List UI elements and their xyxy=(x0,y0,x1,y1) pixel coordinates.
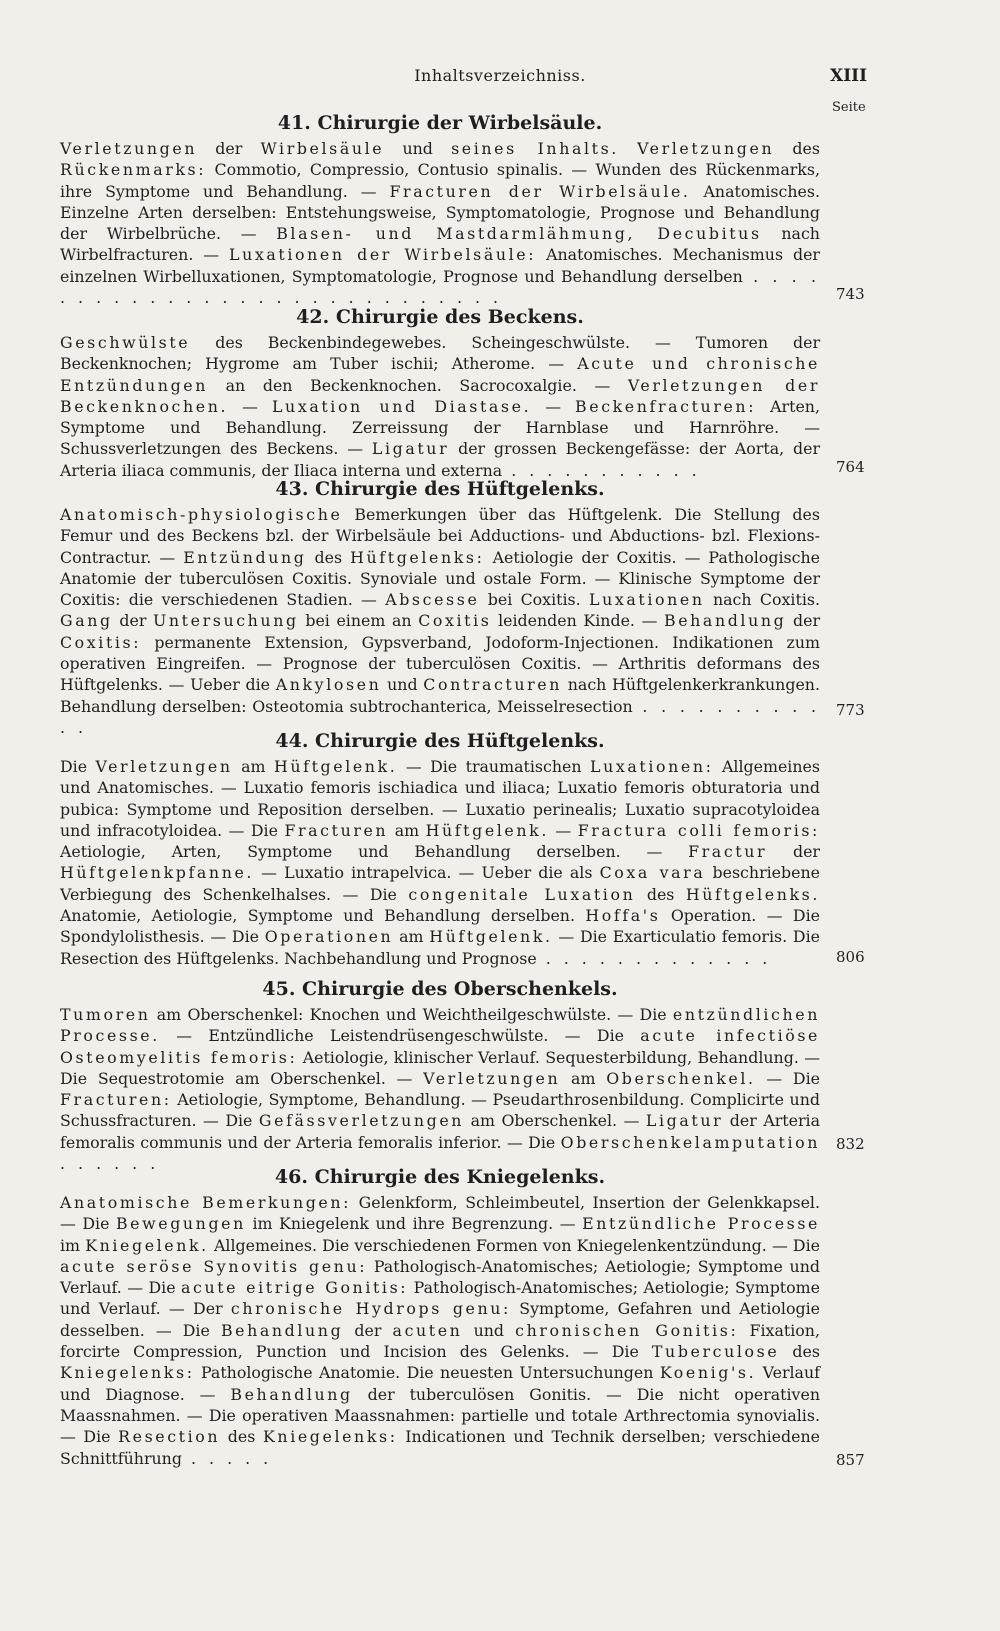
spaced-emphasis-text: Oberschenkel. xyxy=(606,1068,756,1088)
section-title: 41. Chirurgie der Wirbelsäule. xyxy=(277,112,603,134)
spaced-emphasis-text: Hüftgelenkpfanne. xyxy=(60,863,255,883)
entry-text: — Luxatio intrapelvica. — Ueber die als xyxy=(254,863,600,883)
section-body xyxy=(60,1004,820,1174)
entry-text: am xyxy=(232,757,274,776)
entry-text: und xyxy=(384,139,452,158)
spaced-emphasis-text: chronische Hydrops genu: xyxy=(230,1299,511,1319)
spaced-emphasis-text: Blasen- und Mastdarmlähmung, Decubitus xyxy=(276,224,762,244)
spaced-emphasis-text: acute eitrige Gonitis: xyxy=(181,1278,409,1298)
entry-text: Fixation, forcirte Compression, Punction und Incision des Gelenks. — Die xyxy=(60,1320,820,1362)
spaced-emphasis-text: Behandlung xyxy=(664,611,787,631)
entry-text: Aetiologie, Symptome, Behandlung. — Pseudarthrosenbildung. Complicirte und Schussfracturen. — Die xyxy=(60,1090,820,1131)
entry-text: Pathologisch-Anatomisches; Aetiologie; Symptome und Verlauf. — Der xyxy=(60,1278,820,1319)
spaced-emphasis-text: Verletzungen xyxy=(60,139,198,158)
spaced-emphasis-text: Wirbelsäule xyxy=(260,139,385,158)
spaced-emphasis-text: Luxation und Diastase. xyxy=(271,396,532,416)
entry-text: des xyxy=(774,139,820,158)
spaced-emphasis-text: Fracturen der Wirbelsäule. xyxy=(389,181,691,201)
entry-text: — Entzündliche Leistendrüsengeschwülste. — Die xyxy=(159,1026,641,1046)
entry-text: bei Coxitis. xyxy=(479,590,590,610)
spaced-emphasis-text: Fracturen xyxy=(284,820,389,840)
entry-text: des xyxy=(306,547,351,567)
section-body xyxy=(60,756,820,969)
spaced-emphasis-text: Anatomisch-physiologische xyxy=(60,505,343,524)
page-folio: XIII xyxy=(830,66,868,86)
toc-section-45 xyxy=(60,978,820,1174)
section-body xyxy=(60,1192,820,1469)
spaced-emphasis-text: Kniegelenks: xyxy=(60,1363,195,1383)
entry-text: leidenden Kinde. — xyxy=(491,611,664,631)
spaced-emphasis-text: Geschwülste xyxy=(60,333,191,352)
entry-text: Pathologische Anatomie. Die neuesten Untersuchungen xyxy=(194,1363,660,1383)
dot-leader: . . . . . . . . . . . . . xyxy=(536,948,772,968)
entry-text: am xyxy=(388,820,426,840)
spaced-emphasis-text: Luxationen der Wirbelsäule: xyxy=(229,245,537,265)
entry-text: beschriebene Verbiegung des Schenkelhalses. — Die xyxy=(60,863,821,904)
spaced-emphasis-text: Koenig's. xyxy=(659,1363,757,1383)
entry-text: am xyxy=(560,1068,607,1088)
entry-text: der xyxy=(112,611,153,631)
spaced-emphasis-text: Fractura colli femoris: xyxy=(577,820,820,840)
section-body xyxy=(60,138,820,308)
section-body xyxy=(60,332,820,481)
spaced-emphasis-text: Entzündliche Processe xyxy=(582,1214,821,1234)
entry-text: bei einem an xyxy=(298,611,419,631)
page-number-41: 743 xyxy=(836,285,865,303)
entry-text: Die xyxy=(60,757,96,776)
entry-text: Pathologisch-Anatomisches; Aetiologie; Symptome und Verlauf. — Die xyxy=(60,1256,820,1298)
entry-text: der tuberculösen Gonitis. — Die nicht operativen Maassnahmen. — Die operativen Maassnahmen: partielle und totale Arthrectomia synovialis. — Die xyxy=(60,1384,820,1447)
spaced-emphasis-text: chronischen Gonitis: xyxy=(515,1320,739,1340)
running-title: Inhaltsverzeichniss. xyxy=(414,66,586,85)
section-title: 46. Chirurgie des Kniegelenks. xyxy=(274,1166,606,1188)
toc-section-46 xyxy=(60,1166,820,1469)
page-number-42: 764 xyxy=(836,458,865,476)
spaced-emphasis-text: Hoffa's xyxy=(585,906,661,926)
entry-text: Symptome, Gefahren und Aetiologie desselben. — Die xyxy=(60,1299,820,1340)
toc-section-43 xyxy=(60,478,820,738)
spaced-emphasis-text: Verletzungen xyxy=(637,139,775,158)
section-title: 44. Chirurgie des Hüftgelenks. xyxy=(275,730,605,752)
dot-leader: . . . . . . xyxy=(60,1154,160,1174)
entry-text: nach Coxitis. xyxy=(704,590,820,610)
spaced-emphasis-text: Hüftgelenk. xyxy=(429,927,553,947)
spaced-emphasis-text: Entzündung xyxy=(183,547,307,567)
toc-section-41 xyxy=(60,112,820,308)
entry-text: — Die Exarticulatio femoris. Die Resection des Hüftgelenks. Nachbehandlung und Prognose xyxy=(60,927,820,968)
entry-text: im Kniegelenk und ihre Begrenzung. — xyxy=(245,1214,583,1234)
spaced-emphasis-text: Kniegelenks: xyxy=(263,1427,398,1447)
spaced-emphasis-text: Contracturen xyxy=(423,675,563,695)
entry-text: Arten, Symptome und Behandlung. Zerreissung der Harnblase und Harnröhre. — Schussverletzungen des Beckens. — xyxy=(60,396,820,459)
spaced-emphasis-text: Hüftgelenks: xyxy=(350,547,485,567)
entry-text: des xyxy=(779,1342,820,1362)
spaced-emphasis-text: congenitale Luxation xyxy=(408,884,636,904)
spaced-emphasis-text: Coxitis: xyxy=(60,632,142,652)
spaced-emphasis-text: Operationen xyxy=(264,927,394,947)
spaced-emphasis-text: Ankylosen xyxy=(275,675,382,695)
toc-section-44 xyxy=(60,730,820,969)
entry-text: — Die xyxy=(755,1068,820,1088)
spaced-emphasis-text: Fracturen: xyxy=(60,1090,172,1110)
dot-leader: . . . . . . . . . . . xyxy=(502,460,701,480)
running-head xyxy=(0,66,1000,88)
entry-text: der xyxy=(767,842,820,862)
spaced-emphasis-text: Verletzungen xyxy=(95,757,233,776)
entry-text: — Die traumatischen xyxy=(397,757,591,776)
spaced-emphasis-text: Verletzungen xyxy=(423,1068,561,1088)
entry-text: im xyxy=(60,1235,86,1255)
entry-text: am Oberschenkel. — xyxy=(464,1111,646,1131)
spaced-emphasis-text: Beckenfracturen: xyxy=(575,396,757,416)
entry-text: Operation. — Die Spondylolisthesis. — Die xyxy=(60,906,820,947)
dot-leader: . . . . . . . . . . . . . . . . . . . . . . . . . . . . . xyxy=(60,266,820,308)
spaced-emphasis-text: Anatomische Bemerkungen: xyxy=(60,1193,352,1212)
section-title: 45. Chirurgie des Oberschenkels. xyxy=(262,978,618,1000)
entry-text: Anatomie, Aetiologie, Symptome und Behandlung derselben. xyxy=(60,906,586,926)
spaced-emphasis-text: Hüftgelenk. xyxy=(273,757,398,776)
spaced-emphasis-text: Untersuchung xyxy=(153,611,299,631)
spaced-emphasis-text: Kniegelenk. xyxy=(85,1235,209,1255)
section-title: 43. Chirurgie des Hüftgelenks. xyxy=(275,478,605,500)
page-number-45: 832 xyxy=(836,1135,865,1153)
page-number-44: 806 xyxy=(836,948,865,966)
spaced-emphasis-text: Hüftgelenks. xyxy=(685,884,820,904)
entry-text: Gelenkform, Schleimbeutel, Insertion der Gelenkkapsel. — Die xyxy=(60,1193,820,1234)
spaced-emphasis-text: Tuberculose xyxy=(651,1342,780,1362)
entry-text: Allgemeines. Die verschiedenen Formen von Kniegelenkentzündung. — Die xyxy=(208,1235,820,1255)
spaced-emphasis-text: Bewegungen xyxy=(115,1214,246,1234)
spaced-emphasis-text: Coxa vara xyxy=(599,863,706,883)
entry-text: permanente Extension, Gypsverband, Jodoform-Injectionen. Indikationen zum operativen Eingreifen. — Prognose der tuberculösen Coxitis. — Arthritis deformans des Hüftgelenks. — Ueber die xyxy=(60,632,820,695)
entry-text: Indicationen und Technik derselben; verschiedene Schnittführung xyxy=(60,1427,821,1468)
spaced-emphasis-text: Luxationen: xyxy=(590,757,714,776)
entry-text: der Arteria femoralis communis und der Arteria femoralis inferior. — Die xyxy=(60,1111,821,1152)
entry-text: der grossen Beckengefässe: der Aorta, der Arteria iliaca communis, der Iliaca interna und externa xyxy=(60,439,820,480)
entry-text: — xyxy=(531,396,576,416)
entry-text: Aetiologie, Arten, Symptome und Behandlung derselben. — xyxy=(60,842,689,862)
entry-text: der xyxy=(343,1320,393,1340)
entry-text xyxy=(619,139,637,158)
entry-text: nach Wirbelfracturen. — xyxy=(60,224,820,265)
spaced-emphasis-text: Resection xyxy=(118,1427,221,1447)
spaced-emphasis-text: Fractur xyxy=(688,842,768,862)
toc-section-42 xyxy=(60,306,820,481)
spaced-emphasis-text: Hüftgelenk. xyxy=(425,820,549,840)
entry-text: Aetiologie, klinischer Verlauf. Sequesterbildung, Behandlung. — Die Sequestrotomie am Oberschenkel. — xyxy=(60,1047,820,1088)
spaced-emphasis-text: Ligatur xyxy=(371,439,450,459)
page-number-46: 857 xyxy=(836,1451,865,1469)
spaced-emphasis-text: entzündlichen Processe. xyxy=(60,1005,820,1046)
entry-text: der xyxy=(786,611,820,631)
entry-text: am Oberschenkel: Knochen und Weichtheilgeschwülste. — Die xyxy=(150,1005,673,1024)
spaced-emphasis-text: acute seröse Synovitis genu: xyxy=(60,1256,368,1276)
spaced-emphasis-text: acute infectiöse Osteomyelitis femoris: xyxy=(60,1026,820,1067)
spaced-emphasis-text: Behandlung xyxy=(220,1320,344,1340)
entry-text: Anatomisches. Mechanismus der einzelnen Wirbelluxationen, Symptomatologie, Prognose und Behandlung derselben xyxy=(60,245,820,286)
spaced-emphasis-text: acuten xyxy=(392,1320,463,1340)
spaced-emphasis-text: Tumoren xyxy=(60,1005,151,1024)
entry-text: Commotio, Compressio, Contusio spinalis. — Wunden des Rückenmarks, ihre Symptome und Behandlung. — xyxy=(60,160,820,201)
entry-text: an den Beckenknochen. Sacrocoxalgie. — xyxy=(208,375,628,395)
spaced-emphasis-text: seines Inhalts. xyxy=(451,139,619,158)
dot-leader: . . . . . xyxy=(181,1448,273,1468)
entry-text: — xyxy=(228,396,272,416)
spaced-emphasis-text: Oberschenkelamputation xyxy=(560,1132,820,1152)
entry-text: nach Hüftgelenkerkrankungen. Behandlung derselben: Osteotomia subtrochanterica, Meisselresection xyxy=(60,675,820,716)
section-title: 42. Chirurgie des Beckens. xyxy=(296,306,584,328)
entry-text: des xyxy=(220,1427,264,1447)
entry-text: des xyxy=(635,884,686,904)
entry-text: Allgemeines und Anatomisches. — Luxatio femoris ischiadica und iliaca; Luxatio femoris obturatoria und pubica: Symptome und Reposition derselben. — Luxatio perinealis; Luxatio supracotyloidea und infracotyloidea. — Die xyxy=(60,757,820,840)
spaced-emphasis-text: Coxitis xyxy=(418,611,492,631)
entry-text: und xyxy=(462,1320,516,1340)
entry-text: — xyxy=(548,820,578,840)
page-number-43: 773 xyxy=(836,701,865,719)
entry-text: Anatomisches. Einzelne Arten derselben: Entstehungsweise, Symptomatologie, Prognose und Behandlung der Wirbelbrüche. — xyxy=(60,181,820,244)
entry-text: des Beckenbindegewebes. Scheingeschwülste. — Tumoren der Beckenknochen; Hygrome am Tuber ischii; Atherome. — xyxy=(60,333,820,374)
entry-text: Verlauf und Diagnose. — xyxy=(60,1363,820,1404)
spaced-emphasis-text: Abscesse xyxy=(385,590,480,610)
spaced-emphasis-text: Gang xyxy=(60,611,113,631)
entry-text: und xyxy=(381,675,424,695)
spaced-emphasis-text: Ligatur xyxy=(645,1111,724,1131)
spaced-emphasis-text: Rückenmarks: xyxy=(60,160,207,180)
entry-text: am xyxy=(393,927,430,947)
spaced-emphasis-text: Behandlung xyxy=(230,1384,353,1404)
entry-text: der xyxy=(197,139,261,158)
spaced-emphasis-text: Gefässverletzungen xyxy=(258,1111,465,1131)
seite-column-label: Seite xyxy=(832,100,866,115)
spaced-emphasis-text: Luxationen xyxy=(589,590,705,610)
spaced-emphasis-text: Verletzungen der Beckenknochen. xyxy=(60,375,820,416)
section-body xyxy=(60,504,820,738)
dot-leader: . . . . . . . . . . . . xyxy=(60,696,820,737)
entry-text: Aetiologie der Coxitis. — Pathologische Anatomie der tuberculösen Coxitis. Synoviale und ostale Form. — Klinische Symptome der Coxitis: die verschiedenen Stadien. — xyxy=(60,547,820,610)
spaced-emphasis-text: Acute und chronische Entzündungen xyxy=(60,354,820,395)
entry-text: Bemerkungen über das Hüftgelenk. Die Stellung des Femur und des Beckens bzl. der Wirbelsäule bei Adductions- und Abductions- bzl. Flexions-Contractur. — xyxy=(60,505,820,567)
